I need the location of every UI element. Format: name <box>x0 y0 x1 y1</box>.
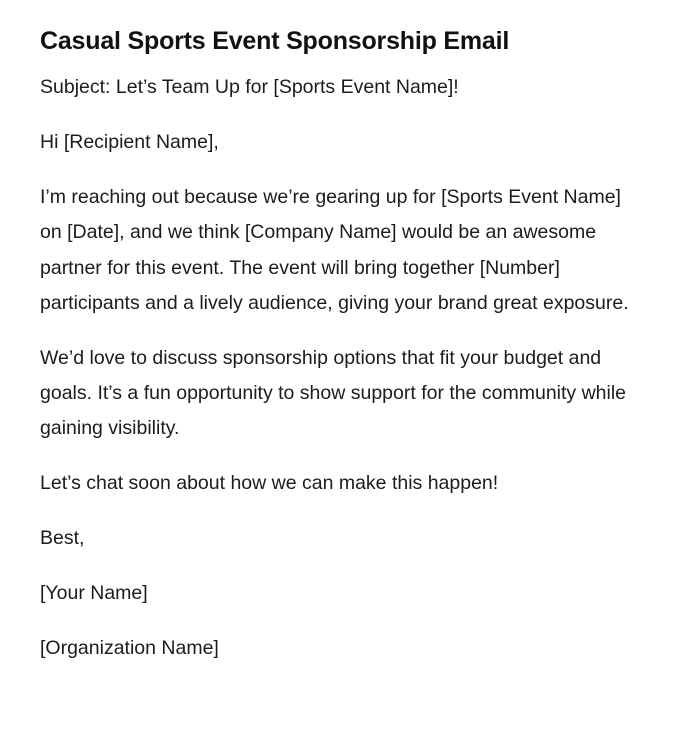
email-organization-name: [Organization Name] <box>40 637 219 659</box>
email-body-paragraph-3: Let’s chat soon about how we can make this happen! <box>40 472 499 495</box>
email-sender-name: [Your Name] <box>40 582 148 605</box>
email-body-paragraph-1: I’m reaching out because we’re gearing up for [Sports Event Name] on [Date], and we think [Company Name] would be an awesome partner for this event. The event will bring together [Number] participants and a lively audience, giving your brand great exposure. <box>40 185 629 314</box>
email-closing: Best, <box>40 527 85 550</box>
email-greeting: Hi [Recipient Name], <box>40 130 219 153</box>
email-subject-line: Subject: Let’s Team Up for [Sports Event Name]! <box>40 76 459 98</box>
document-title: Casual Sports Event Sponsorship Email <box>40 27 510 55</box>
email-body-paragraph-2: We’d love to discuss sponsorship options that fit your budget and goals. It’s a fun opportunity to show support for the community while gaining visibility. <box>40 346 627 440</box>
